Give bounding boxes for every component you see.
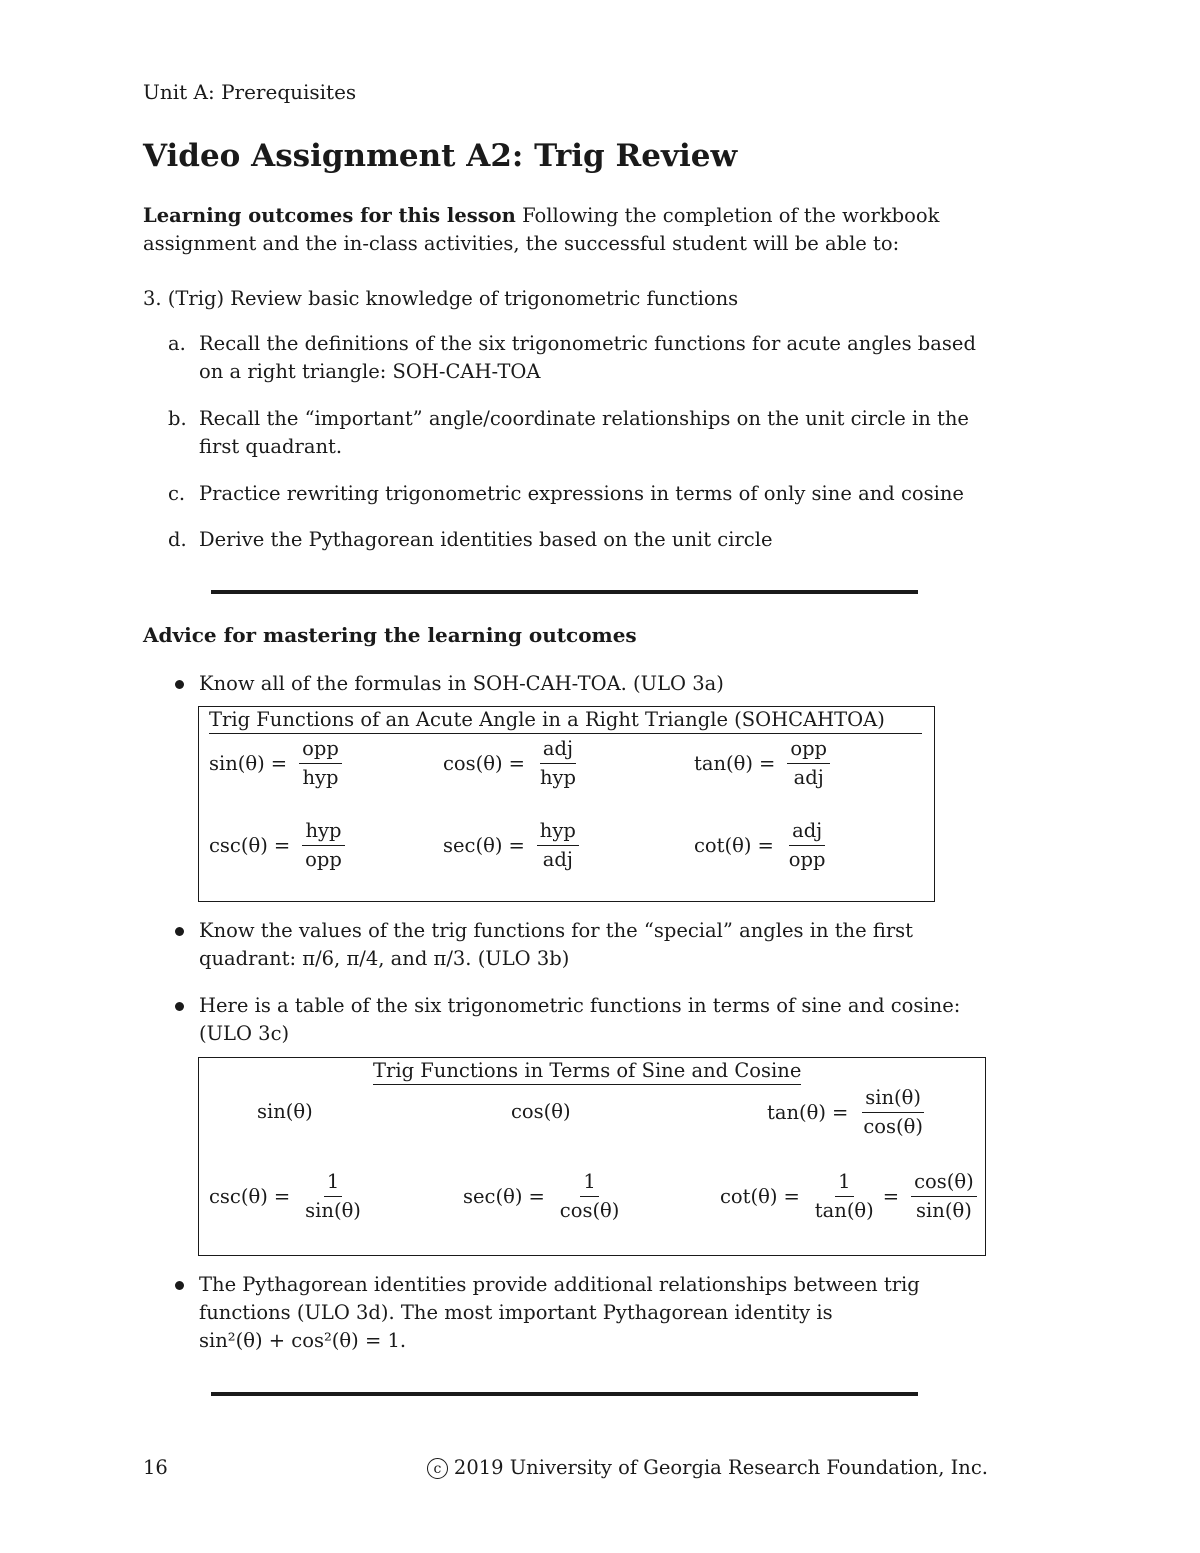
- denominator: opp: [788, 848, 826, 871]
- outcome-label: a.: [168, 332, 186, 355]
- copyright-notice: [427, 1456, 988, 1479]
- section-divider: [211, 590, 918, 594]
- numerator: opp: [787, 737, 830, 764]
- cos-definition: cos(θ) = $\frac{\text{adj}}{\text{hyp}}$: [443, 737, 579, 790]
- cos-entry: [511, 1100, 571, 1123]
- numerator: opp: [299, 737, 342, 764]
- outcome-label: b.: [168, 407, 187, 430]
- denominator: cos(θ): [559, 1199, 620, 1222]
- numerator: cos(θ): [911, 1170, 977, 1197]
- page-number: 16: [143, 1456, 168, 1479]
- sin-definition: sin(θ) = $\frac{\text{opp}}{\text{hyp}}$: [209, 737, 342, 790]
- csc-entry: csc(θ) = $\frac{1}{\sin(\theta)}$: [209, 1170, 364, 1223]
- fraction: [537, 737, 579, 790]
- advice-bullet-2: [168, 917, 988, 973]
- copyright-text: 2019 University of Georgia Research Foundation, Inc.: [453, 1456, 988, 1479]
- learning-outcomes-intro: [143, 202, 988, 258]
- advice-bullet-4: [168, 1271, 988, 1355]
- numerator: 1: [580, 1170, 598, 1197]
- formula-lhs: sec(θ): [443, 834, 503, 857]
- numerator: 1: [324, 1170, 342, 1197]
- formula-lhs: sec(θ): [463, 1185, 523, 1208]
- bullet-text: [199, 1271, 984, 1355]
- denominator: adj: [542, 848, 573, 871]
- outcome-text: Recall the definitions of the six trigonometric functions for acute angles based on a right triangle: SOH-CAH-TOA: [199, 332, 976, 383]
- learning-outcomes-lead: Learning outcomes for this lesson: [143, 204, 516, 227]
- denominator: cos(θ): [863, 1115, 923, 1138]
- numerator: 1: [835, 1170, 853, 1197]
- fraction: [537, 819, 579, 872]
- fraction: [302, 1170, 364, 1223]
- denominator: sin(θ): [305, 1199, 361, 1222]
- formula-lhs: sin(θ): [209, 752, 265, 775]
- tan-definition: tan(θ) = $\frac{\text{opp}}{\text{adj}}$: [694, 737, 830, 790]
- outcome-item-a: [168, 330, 988, 386]
- advice-heading: Advice for mastering the learning outcomes: [143, 623, 637, 647]
- bullet-text: Know the values of the trig functions for the “special” angles in the first quadrant: π/6, π/4, and π/3. (ULO 3b): [199, 919, 914, 970]
- formula-lhs: tan(θ): [694, 752, 753, 775]
- sohcahtoa-table-heading: Trig Functions of an Acute Angle in a Right Triangle (SOHCAHTOA): [209, 708, 922, 734]
- denominator: tan(θ): [814, 1199, 874, 1222]
- sin-entry: [257, 1100, 313, 1123]
- bullet-icon: [168, 917, 199, 945]
- bullet-text: Know all of the formulas in SOH-CAH-TOA. (ULO 3a): [199, 672, 724, 695]
- outcome-item-d: [168, 526, 988, 554]
- formula-lhs: cot(θ): [720, 1185, 778, 1208]
- advice-bullet-1: [168, 670, 988, 698]
- sine-cosine-table-heading: Trig Functions in Terms of Sine and Cosine: [373, 1059, 801, 1085]
- objective-3: 3. (Trig) Review basic knowledge of trigonometric functions: [143, 287, 739, 310]
- formula-lhs: csc(θ): [209, 834, 268, 857]
- outcome-text: Practice rewriting trigonometric expressions in terms of only sine and cosine: [199, 482, 964, 505]
- sec-entry: sec(θ) = $\frac{1}{\cos(\theta)}$: [463, 1170, 622, 1223]
- cot-definition: cot(θ) = $\frac{\text{adj}}{\text{opp}}$: [694, 819, 829, 872]
- numerator: adj: [540, 737, 576, 764]
- fraction: [302, 819, 345, 872]
- fraction: [812, 1170, 877, 1223]
- copyright-icon: c: [427, 1458, 448, 1479]
- fraction: [299, 737, 342, 790]
- fraction: [860, 1086, 926, 1139]
- outcome-text: Recall the “important” angle/coordinate relationships on the unit circle in the first quadrant.: [199, 407, 969, 458]
- denominator: sin(θ): [916, 1199, 972, 1222]
- unit-header: Unit A: Prerequisites: [143, 80, 357, 104]
- formula-lhs: tan(θ): [767, 1101, 826, 1124]
- learning-outcomes-text: Following the completion of the workbook assignment and the in-class activities, the successful student will be able to:: [143, 204, 940, 255]
- fraction: [557, 1170, 623, 1223]
- fraction: [911, 1170, 977, 1223]
- denominator: opp: [305, 848, 342, 871]
- cot-entry: cot(θ) = $\frac{1}{\tan(\theta)}$ = $\frac{\cos(\theta)}{\sin(\theta)}$: [720, 1170, 977, 1223]
- outcome-item-c: [168, 480, 988, 508]
- formula-lhs: cot(θ): [694, 834, 752, 857]
- numerator: sin(θ): [862, 1086, 924, 1113]
- sine-cosine-table: [198, 1057, 986, 1256]
- section-divider: [211, 1392, 918, 1396]
- numerator: hyp: [537, 819, 579, 846]
- denominator: hyp: [302, 766, 339, 789]
- formula-lhs: cos(θ): [443, 752, 503, 775]
- numerator: hyp: [302, 819, 344, 846]
- outcome-label: d.: [168, 528, 187, 551]
- formula-lhs: cos(θ): [511, 1100, 571, 1123]
- bullet-icon: [168, 1271, 199, 1299]
- bullet-text-body: The Pythagorean identities provide additional relationships between trig functions (ULO 3d). The most important Pythagorean identity is: [199, 1273, 920, 1324]
- sec-definition: sec(θ) = $\frac{\text{hyp}}{\text{adj}}$: [443, 819, 579, 872]
- fraction: [787, 737, 830, 790]
- advice-bullet-3: [168, 992, 988, 1048]
- denominator: adj: [793, 766, 824, 789]
- tan-entry: tan(θ) = $\frac{\sin(\theta)}{\cos(\theta)}$: [767, 1086, 926, 1139]
- fraction: [786, 819, 829, 872]
- formula-lhs: csc(θ): [209, 1185, 268, 1208]
- pythagorean-identity: sin²(θ) + cos²(θ) = 1.: [199, 1329, 407, 1352]
- numerator: adj: [789, 819, 825, 846]
- sohcahtoa-table: [198, 706, 935, 902]
- page-title: Video Assignment A2: Trig Review: [143, 138, 738, 174]
- csc-definition: csc(θ) = $\frac{\text{hyp}}{\text{opp}}$: [209, 819, 345, 872]
- bullet-text: Here is a table of the six trigonometric functions in terms of sine and cosine: (ULO 3c): [199, 994, 961, 1045]
- denominator: hyp: [539, 766, 577, 789]
- outcome-label: c.: [168, 482, 186, 505]
- outcome-item-b: [168, 405, 988, 461]
- outcome-text: Derive the Pythagorean identities based on the unit circle: [199, 528, 773, 551]
- formula-lhs: sin(θ): [257, 1100, 313, 1123]
- bullet-icon: [168, 992, 199, 1020]
- bullet-icon: [168, 670, 199, 698]
